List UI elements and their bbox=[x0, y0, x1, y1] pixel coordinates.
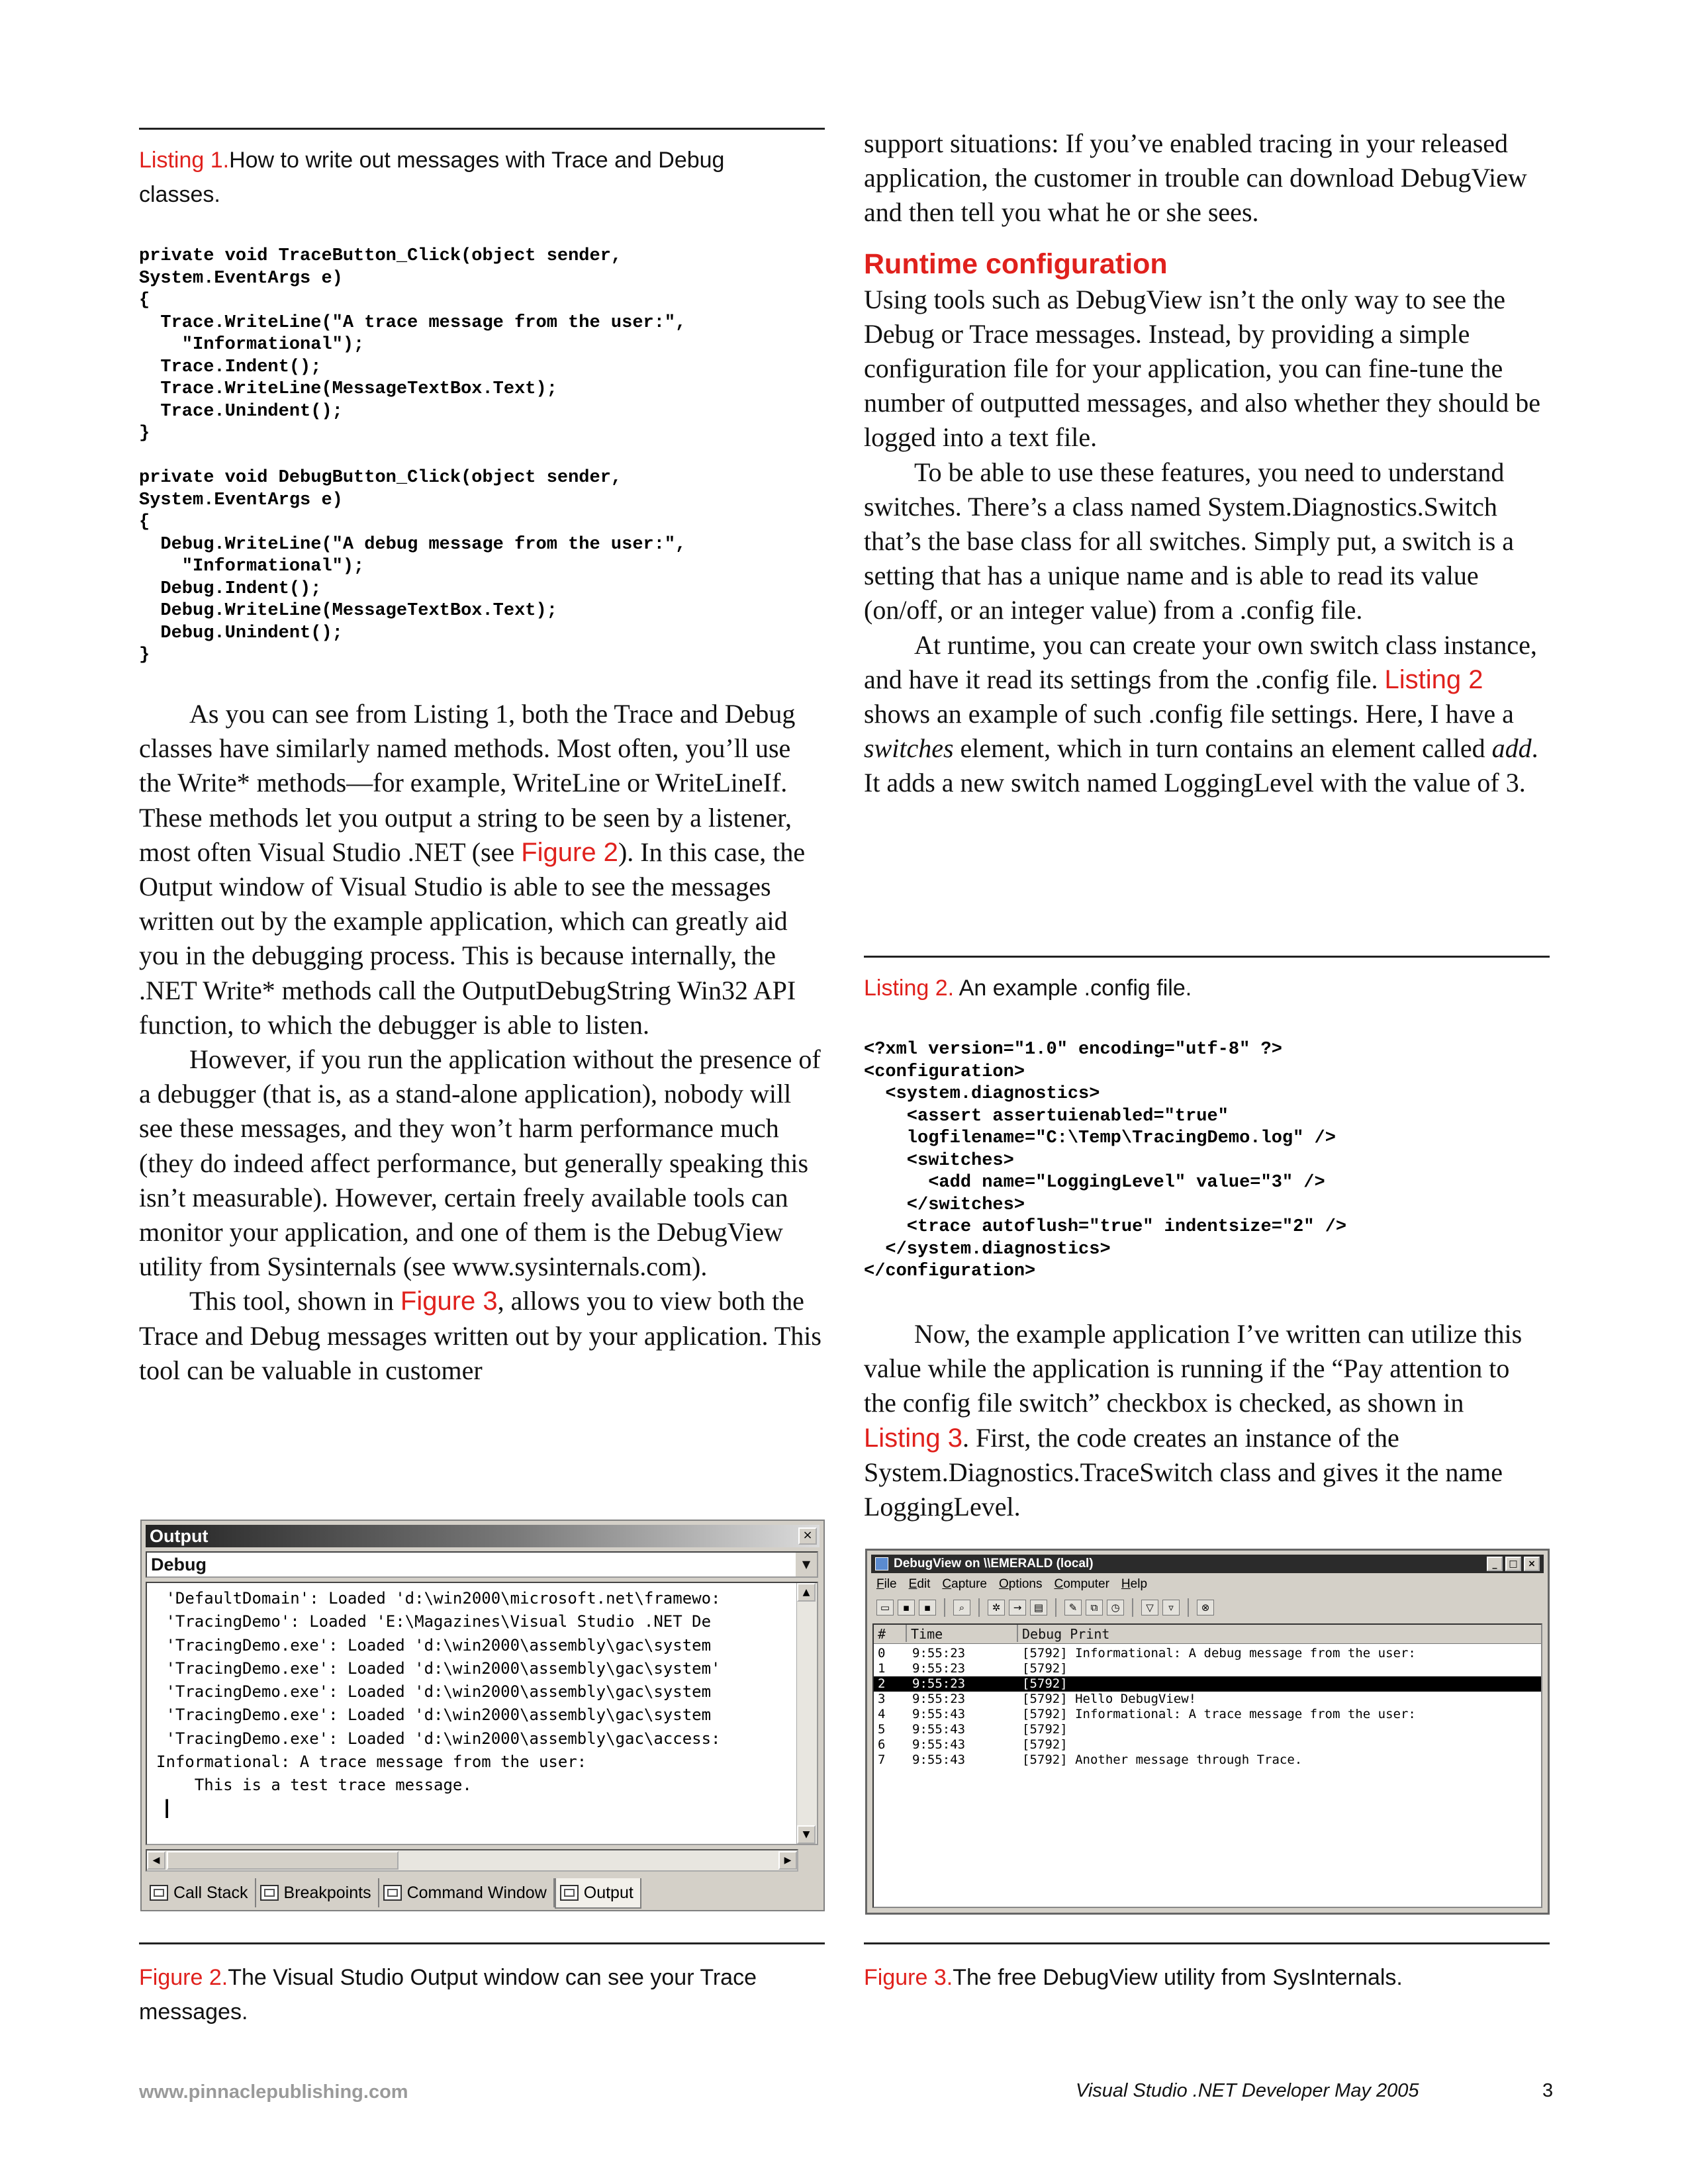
debugview-window bbox=[865, 1549, 1550, 1915]
debugview-row[interactable] bbox=[874, 1646, 1541, 1661]
right-body-top bbox=[864, 126, 1546, 801]
debugview-row[interactable] bbox=[874, 1752, 1541, 1768]
right-paragraph-2: To be able to use these features, you need to understand switches. There’s a class named System.Diagnostics.Switch that’s the base class for all switches. Simply put, a switch is a setting that has a unique name and is able to read its value (on/off, or an integer value) from a .config file. bbox=[864, 457, 1515, 625]
figure3-caption-text: The free DebugView utility from SysInternals. bbox=[953, 1965, 1403, 1990]
left-body-text bbox=[139, 697, 827, 1388]
listing1-label: Listing 1. bbox=[139, 148, 230, 173]
listing1-code: private void TraceButton_Click(object sender, System.EventArgs e) { Trace.WriteLine("A trace message from the user:", "Informational"); Trace.Indent(); Trace.WriteLine(MessageTextBox.Text); Trace.Unindent(); } private void DebugButton_Click(object sender, System.EventArgs e) { Debug.WriteLine("A debug message from the user:", "Informational"); Debug.Indent(); Debug.WriteLine(MessageTextBox.Text); Debug.Unindent(); } bbox=[139, 246, 686, 665]
listing2-label: Listing 2. bbox=[864, 976, 955, 1001]
debugview-row[interactable] bbox=[874, 1692, 1541, 1707]
open-icon[interactable]: ▭ bbox=[876, 1600, 894, 1615]
menu-capture[interactable]: Capture bbox=[942, 1577, 987, 1591]
left-p3-text-a: This tool, shown in bbox=[189, 1286, 400, 1316]
debugview-cell-time: 9:55:23 bbox=[912, 1692, 966, 1706]
figure3-caption bbox=[864, 1960, 1499, 1995]
debugview-cell-text: [5792] bbox=[1022, 1722, 1068, 1737]
right-p3-text-d: . It adds a new switch named LoggingLevel with the value of 3. bbox=[864, 733, 1538, 798]
close-icon[interactable]: × bbox=[1524, 1557, 1540, 1571]
menu-file[interactable]: File bbox=[876, 1577, 897, 1591]
vs-output-window bbox=[140, 1520, 825, 1911]
left-paragraph-1 bbox=[139, 697, 827, 1042]
tab-command-window[interactable] bbox=[379, 1878, 555, 1907]
tab-breakpoints[interactable] bbox=[256, 1878, 379, 1907]
debugview-cell-n: 0 bbox=[878, 1646, 886, 1661]
column-header-debug-print[interactable]: Debug Print bbox=[1022, 1626, 1110, 1642]
minimize-icon[interactable]: _ bbox=[1487, 1557, 1503, 1571]
left-paragraph-2: However, if you run the application without the presence of a debugger (that is, as a stand-alone application), nobody will see these messages, and they won’t harm performance much (they do indeed affect performance, but generally speaking this isn’t measurable). However, certain freely available tools can monitor your application, and one of them is the DebugView utility from Sysinternals (see www.sysinternals.com). bbox=[139, 1044, 821, 1282]
figure2-reference: Figure 2 bbox=[521, 837, 618, 867]
call-stack-icon bbox=[150, 1885, 168, 1901]
figure2-caption-text: The Visual Studio Output window can see your Trace messages. bbox=[139, 1965, 757, 2025]
debugview-row[interactable] bbox=[874, 1737, 1541, 1752]
scroll-up-icon[interactable]: ▲ bbox=[797, 1583, 816, 1602]
debugview-app-icon bbox=[875, 1557, 888, 1570]
save-as-icon[interactable]: ▪ bbox=[919, 1600, 936, 1615]
capture-icon[interactable]: ✲ bbox=[988, 1600, 1005, 1615]
output-title-bar bbox=[146, 1525, 820, 1547]
left-p1-text-a: As you can see from Listing 1, both the Trace and Debug classes have similarly named methods. Most often, you’ll use the Write* methods—for example, WriteLine or WriteLineIf. These methods let you output a string to be seen by a listener, most often Visual Studio .NET (see bbox=[139, 699, 796, 867]
toolbar-separator bbox=[1055, 1598, 1056, 1617]
tab-call-stack[interactable] bbox=[146, 1878, 256, 1907]
add-emphasis: add bbox=[1491, 733, 1532, 764]
toolbar-separator bbox=[944, 1598, 945, 1617]
figure3-reference: Figure 3 bbox=[400, 1287, 498, 1316]
debugview-cell-n: 1 bbox=[878, 1661, 886, 1676]
breakpoints-icon bbox=[260, 1885, 279, 1901]
clear-icon[interactable]: ▤ bbox=[1030, 1600, 1047, 1615]
right-p3-text-a: At runtime, you can create your own switch class instance, and have it read its settings from the .config file. bbox=[864, 629, 1537, 694]
command-window-icon bbox=[383, 1885, 402, 1901]
scroll-thumb[interactable] bbox=[167, 1851, 399, 1870]
column-header-row bbox=[874, 1625, 1541, 1644]
toolbar-separator bbox=[1132, 1598, 1133, 1617]
right-p3-text-b: shows an example of such .config file settings. Here, I have a bbox=[864, 699, 1514, 729]
menu-edit[interactable]: Edit bbox=[908, 1577, 931, 1591]
listing2-code: <?xml version="1.0" encoding="utf-8" ?> <configuration> <system.diagnostics> <assert assertuienabled="true" logfilename="C:\Temp\TracingDemo.log" /> <switches> <add name="LoggingLevel" value="3" /> </switches> <trace autoflush="true" indentsize="2" /> </system.diagnostics> </configuration> bbox=[864, 1040, 1347, 1281]
debugview-row[interactable] bbox=[874, 1707, 1541, 1722]
listing2-caption bbox=[864, 971, 1499, 1005]
debugview-title: DebugView on \\EMERALD (local) bbox=[894, 1557, 1094, 1570]
output-tab-strip bbox=[146, 1878, 641, 1909]
left-p1-text-b: ). In this case, the Output window of Visual Studio is able to see the messages written out by the example application, which can greatly aid you in the debugging process. This is because internally, the .NET Write* methods call the OutputDebugString Win32 API function, to which the debugger is able to listen. bbox=[139, 837, 806, 1040]
footer-website: www.pinnaclepublishing.com bbox=[139, 2081, 408, 2103]
debugview-row[interactable] bbox=[874, 1722, 1541, 1737]
tab-command-window-label: Command Window bbox=[406, 1884, 547, 1902]
menu-computer[interactable]: Computer bbox=[1054, 1577, 1109, 1591]
listing2-caption-text: An example .config file. bbox=[954, 976, 1192, 1001]
debugview-cell-text: [5792] Another message through Trace. bbox=[1022, 1752, 1303, 1767]
chevron-down-icon[interactable]: ▼ bbox=[794, 1553, 817, 1576]
column-header-number[interactable]: # bbox=[874, 1625, 907, 1642]
right-p4-text-b: . First, the code creates an instance of the System.Diagnostics.TraceSwitch class and gives it the name LoggingLevel. bbox=[864, 1422, 1503, 1522]
close-icon[interactable]: × bbox=[798, 1527, 817, 1545]
output-text-pane[interactable] bbox=[146, 1582, 818, 1845]
highlight-icon[interactable]: ▿ bbox=[1162, 1600, 1180, 1615]
listing2-top-rule bbox=[864, 956, 1550, 958]
debugview-cell-time: 9:55:23 bbox=[912, 1676, 966, 1691]
debugview-cell-text: [5792] Informational: A trace message from the user: bbox=[1022, 1707, 1416, 1721]
section-heading: Runtime configuration bbox=[864, 248, 1168, 280]
footer-publication: Visual Studio .NET Developer May 2005 bbox=[1076, 2080, 1419, 2101]
debugview-cell-time: 9:55:23 bbox=[912, 1661, 966, 1676]
output-log-text: 'DefaultDomain': Loaded 'd:\win2000\microsoft.net\framewo: 'TracingDemo': Loaded 'E:\Magazines\Visual Studio .NET De 'TracingDemo.exe': Loaded 'd:\win2000\assembly\gac\system 'TracingDemo.exe': Loaded 'd:\win2000\assembly\gac\system' 'TracingDemo.exe': Loaded 'd:\win2000\assembly\gac\system 'TracingDemo.exe': Loaded 'd:\win2000\assembly\gac\system 'TracingDemo.exe': Loaded 'd:\win2000\assembly\gac\access: Informational: A trace message from the user: This is a test trace message. ▎ bbox=[156, 1589, 721, 1818]
right-paragraph-1: Using tools such as DebugView isn’t the only way to see the Debug or Trace messages. Instead, by providing a simple configuration file for your application, you can fine-tune the number of outputted messages, and also whether they should be logged into a text file. bbox=[864, 284, 1540, 453]
debugview-cell-n: 7 bbox=[878, 1752, 886, 1767]
scroll-down-icon[interactable]: ▼ bbox=[797, 1825, 816, 1844]
right-p4-text-a: Now, the example application I’ve written can utilize this value while the application is running if the “Pay attention to the config file switch” checkbox is checked, as shown in bbox=[864, 1319, 1523, 1418]
scroll-right-icon[interactable]: ▶ bbox=[778, 1851, 797, 1870]
listing1-caption bbox=[139, 143, 774, 212]
debugview-cell-n: 3 bbox=[878, 1692, 886, 1706]
output-source-select[interactable] bbox=[146, 1551, 818, 1578]
menu-help[interactable]: Help bbox=[1121, 1577, 1148, 1591]
figure3-label: Figure 3. bbox=[864, 1965, 953, 1990]
filter-icon[interactable]: ▽ bbox=[1141, 1600, 1158, 1615]
debugview-cell-time: 9:55:43 bbox=[912, 1752, 966, 1767]
right-paragraph-0: support situations: If you’ve enabled tracing in your released application, the customer in trouble can download DebugView and then tell you what he or she sees. bbox=[864, 128, 1527, 228]
debugview-menu-bar bbox=[876, 1577, 1147, 1592]
left-paragraph-3 bbox=[139, 1284, 827, 1388]
debugview-cell-text: [5792] Informational: A debug message from the user: bbox=[1022, 1646, 1416, 1661]
debugview-cell-time: 9:55:43 bbox=[912, 1707, 966, 1721]
maximize-icon[interactable]: □ bbox=[1505, 1557, 1521, 1571]
listing2-reference: Listing 2 bbox=[1384, 664, 1483, 694]
debugview-title-bar bbox=[871, 1555, 1544, 1573]
vertical-scrollbar[interactable] bbox=[796, 1583, 817, 1844]
debugview-cell-time: 9:55:43 bbox=[912, 1722, 966, 1737]
save-icon[interactable]: ▪ bbox=[898, 1600, 915, 1615]
figure2-caption bbox=[139, 1960, 774, 2029]
clock-icon[interactable]: ◷ bbox=[1107, 1600, 1124, 1615]
debugview-cell-time: 9:55:23 bbox=[912, 1646, 966, 1661]
menu-options[interactable]: Options bbox=[999, 1577, 1043, 1591]
figure2-label: Figure 2. bbox=[139, 1965, 228, 1990]
debugview-toolbar bbox=[876, 1598, 1214, 1617]
debugview-row[interactable] bbox=[874, 1676, 1541, 1692]
switches-emphasis: switches bbox=[864, 733, 954, 764]
debugview-cell-text: [5792] bbox=[1022, 1661, 1068, 1676]
figure2-caption-rule bbox=[139, 1942, 825, 1944]
debugview-cell-text: [5792] bbox=[1022, 1676, 1068, 1691]
tab-output[interactable] bbox=[555, 1878, 641, 1909]
column-header-time[interactable]: Time bbox=[907, 1625, 1018, 1642]
tab-call-stack-label: Call Stack bbox=[173, 1884, 248, 1902]
footer-page-number: 3 bbox=[1542, 2080, 1554, 2101]
copy-icon[interactable]: ⧉ bbox=[1086, 1600, 1103, 1615]
scroll-left-icon[interactable]: ◀ bbox=[147, 1851, 165, 1870]
debugview-cell-n: 2 bbox=[878, 1676, 886, 1691]
listing1-top-rule bbox=[139, 128, 825, 130]
right-body-bottom bbox=[864, 1317, 1546, 1524]
right-p3-text-c: element, which in turn contains an element called bbox=[953, 733, 1492, 764]
debugview-cell-n: 6 bbox=[878, 1737, 886, 1752]
debugview-cell-n: 4 bbox=[878, 1707, 886, 1721]
toolbar-separator bbox=[978, 1598, 980, 1617]
listing3-reference: Listing 3 bbox=[864, 1423, 962, 1453]
find-icon[interactable]: ⌕ bbox=[953, 1600, 970, 1615]
tab-output-label: Output bbox=[583, 1884, 633, 1902]
debugview-cell-n: 5 bbox=[878, 1722, 886, 1737]
right-paragraph-4 bbox=[864, 1317, 1546, 1524]
listing1-caption-text: How to write out messages with Trace and Debug classes. bbox=[139, 148, 725, 207]
debugview-cell-text: [5792] bbox=[1022, 1737, 1068, 1752]
autoscroll-icon[interactable]: → bbox=[1009, 1600, 1026, 1615]
toolbar-separator bbox=[1188, 1598, 1189, 1617]
edit-filter-icon[interactable]: ✎ bbox=[1064, 1600, 1082, 1615]
horizontal-scrollbar[interactable] bbox=[146, 1849, 798, 1872]
right-paragraph-3 bbox=[864, 628, 1546, 801]
left-p3-text-b: , allows you to view both the Trace and Debug messages written out by your application. This tool can be valuable in customer bbox=[139, 1286, 821, 1385]
binoculars-icon[interactable]: ⊗ bbox=[1197, 1600, 1214, 1615]
debugview-row[interactable] bbox=[874, 1661, 1541, 1676]
debugview-output-list[interactable] bbox=[872, 1623, 1542, 1908]
output-source-value: Debug bbox=[151, 1555, 207, 1574]
output-title: Output bbox=[150, 1526, 209, 1546]
debugview-cell-text: [5792] Hello DebugView! bbox=[1022, 1692, 1197, 1706]
figure3-caption-rule bbox=[864, 1942, 1550, 1944]
debugview-cell-time: 9:55:43 bbox=[912, 1737, 966, 1752]
tab-breakpoints-label: Breakpoints bbox=[283, 1884, 371, 1902]
output-icon bbox=[560, 1885, 579, 1901]
